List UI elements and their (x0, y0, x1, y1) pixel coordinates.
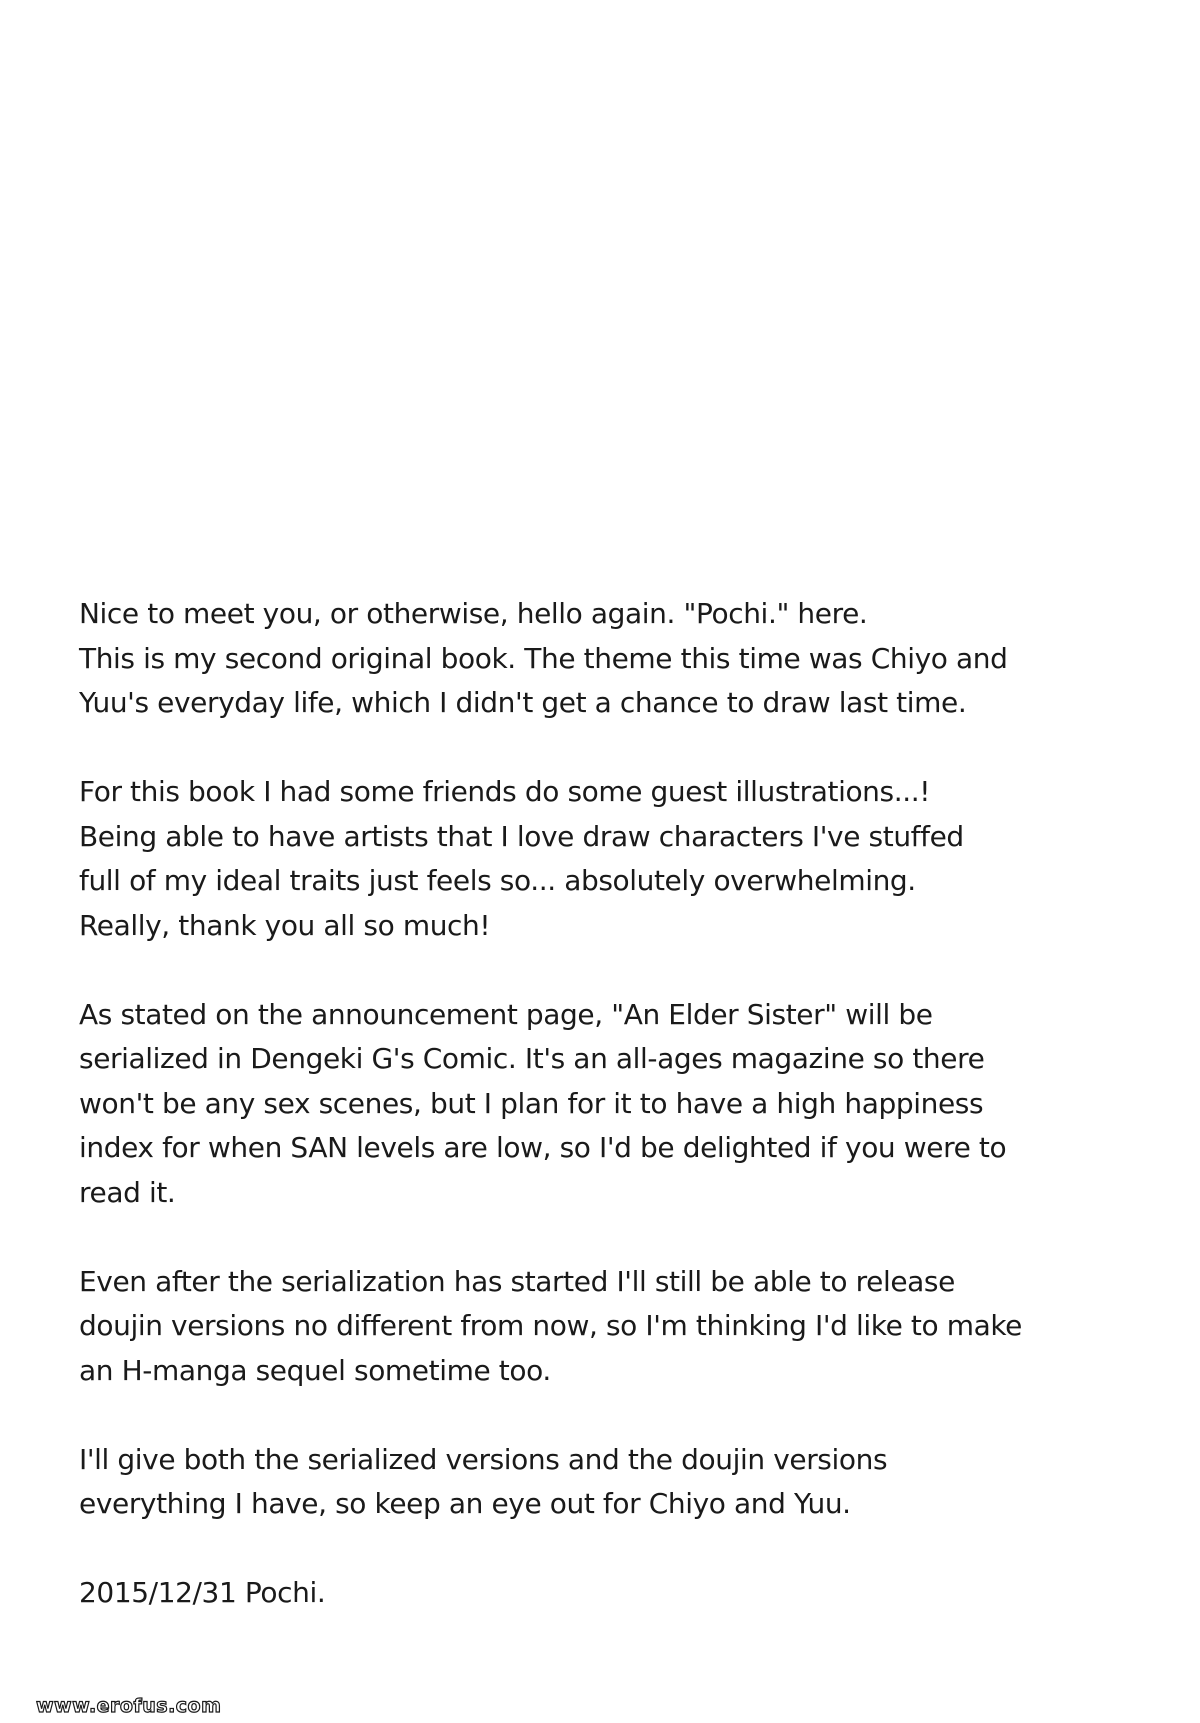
text-line: won't be any sex scenes, but I plan for it to have a high happiness (79, 1086, 984, 1120)
text-line: This is my second original book. The theme this time was Chiyo and (79, 641, 1008, 675)
text-line: Really, thank you all so much! (79, 908, 491, 942)
paragraph-greeting (79, 592, 1119, 726)
text-line: everything I have, so keep an eye out for Chiyo and Yuu. (79, 1487, 851, 1520)
paragraph-doujin-plans (79, 1260, 1119, 1394)
afterword-text (79, 592, 1119, 1616)
text-line: doujin versions no different from now, so I'm thinking I'd like to make (79, 1309, 1022, 1342)
text-line: As stated on the announcement page, "An Elder Sister" will be (79, 997, 933, 1031)
text-line: full of my ideal traits just feels so... absolutely overwhelming. (79, 864, 916, 897)
text-line: Being able to have artists that I love draw characters I've stuffed (79, 819, 964, 853)
paragraph-closing (79, 1438, 1119, 1527)
signature-date: 2015/12/31 Pochi. (79, 1576, 326, 1609)
text-line: Nice to meet you, or otherwise, hello again. "Pochi." here. (79, 597, 868, 630)
text-line: I'll give both the serialized versions and the doujin versions (79, 1442, 888, 1476)
paragraph-serialization (79, 993, 1119, 1216)
text-line: read it. (79, 1175, 176, 1209)
paragraph-guest-illustrations (79, 770, 1119, 948)
text-line: serialized in Dengeki G's Comic. It's an all-ages magazine so there (79, 1042, 985, 1075)
text-line: Yuu's everyday life, which I didn't get a chance to draw last time. (79, 686, 967, 719)
text-line: For this book I had some friends do some guest illustrations...! (79, 775, 931, 808)
text-line: Even after the serialization has started I'll still be able to release (79, 1264, 955, 1298)
text-line: index for when SAN levels are low, so I'd be delighted if you were to (79, 1131, 1007, 1164)
watermark-text: www.erofus.com (36, 1695, 222, 1717)
text-line: an H-manga sequel sometime too. (79, 1353, 551, 1387)
